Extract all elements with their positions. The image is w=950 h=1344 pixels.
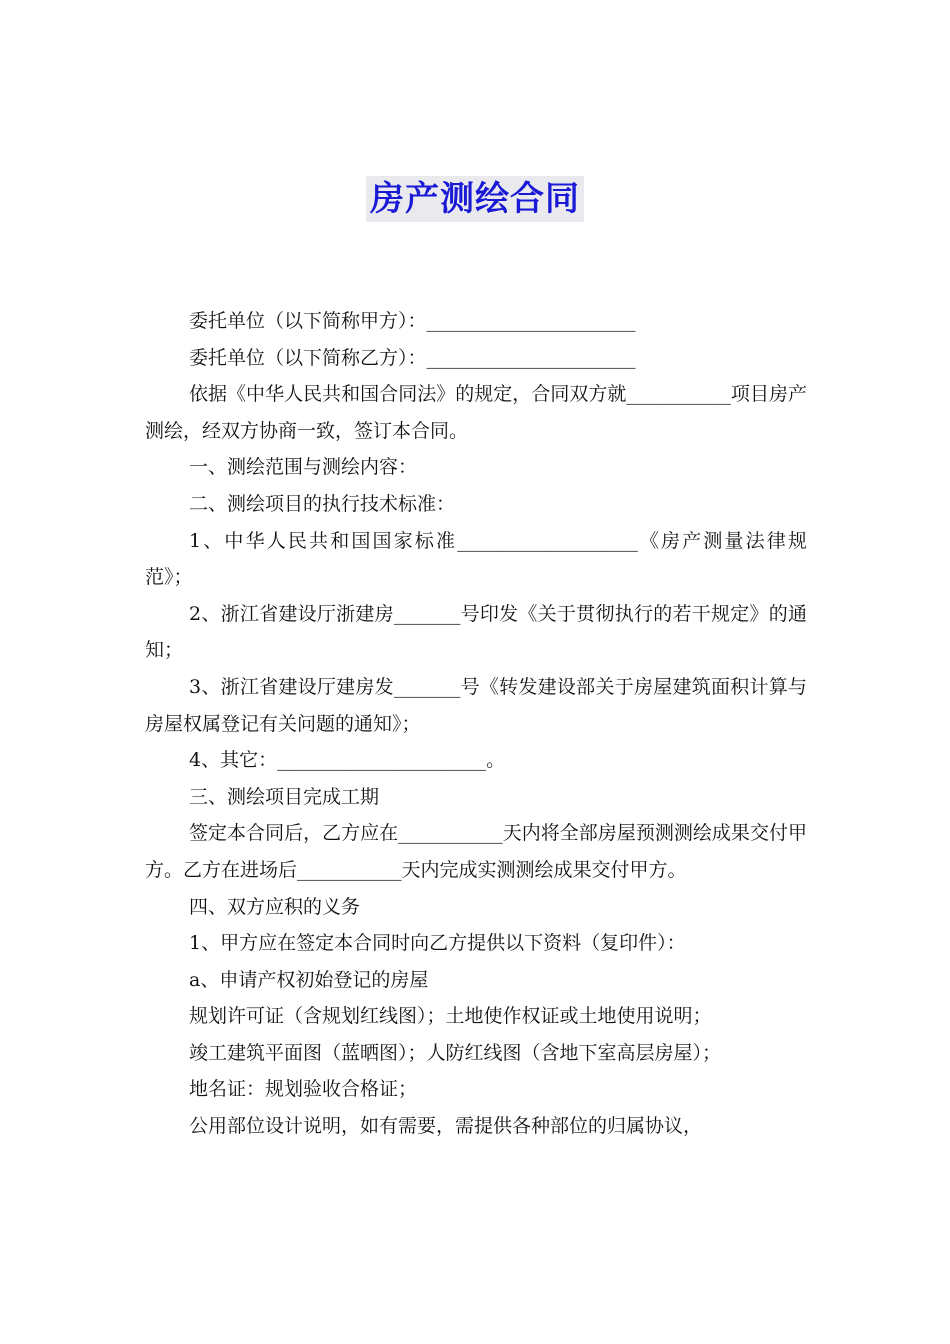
document-body (145, 303, 807, 1145)
standard-item-2: 2、浙江省建设厅浙建房_______号印发《关于贯彻执行的若干规定》的通知； (145, 602, 807, 662)
standard-item-4: 4、其它：______________________。 (189, 749, 506, 772)
standard-item-1: 1、中华人民共和国国家标准___________________《房产测量法律规范》； (145, 529, 807, 589)
section-1-heading: 一、测绘范围与测绘内容： (189, 456, 418, 479)
section-4-heading: 四、双方应积的义务 (189, 895, 361, 918)
section-2-heading: 二、测绘项目的执行技术标准： (189, 492, 456, 515)
basis-paragraph: 依据《中华人民共和国合同法》的规定，合同双方就___________项目房产测绘，经双方协商一致，签订本合同。 (145, 383, 807, 442)
obligation-subitem-a: a、申请产权初始登记的房屋 (189, 968, 429, 991)
title-area (0, 176, 950, 222)
materials-line-1: 规划许可证（含规划红线图）；土地使作权证或土地使用说明； (189, 1005, 712, 1028)
section-3-heading: 三、测绘项目完成工期 (189, 785, 380, 808)
party-b-line: 委托单位（以下简称乙方）：______________________ (189, 346, 636, 369)
materials-line-3: 地名证：规划验收合格证； (189, 1078, 418, 1101)
schedule-paragraph: 签定本合同后，乙方应在___________天内将全部房屋预测测绘成果交付甲方。乙方在进场后___________天内完成实测测绘成果交付甲方。 (145, 822, 807, 881)
materials-line-2: 竣工建筑平面图（蓝晒图）；人防红线图（含地下室高层房屋）； (189, 1041, 722, 1064)
document-title: 房产测绘合同 (366, 176, 584, 222)
materials-line-4: 公用部位设计说明，如有需要，需提供各种部位的归属协议， (189, 1115, 703, 1138)
standard-item-3: 3、浙江省建设厅建房发_______号《转发建设部关于房屋建筑面积计算与房屋权属登记有关问题的通知》； (145, 675, 807, 735)
obligation-item-1: 1、甲方应在签定本合同时向乙方提供以下资料（复印件）： (189, 932, 686, 955)
party-a-line: 委托单位（以下简称甲方）：______________________ (189, 310, 636, 332)
